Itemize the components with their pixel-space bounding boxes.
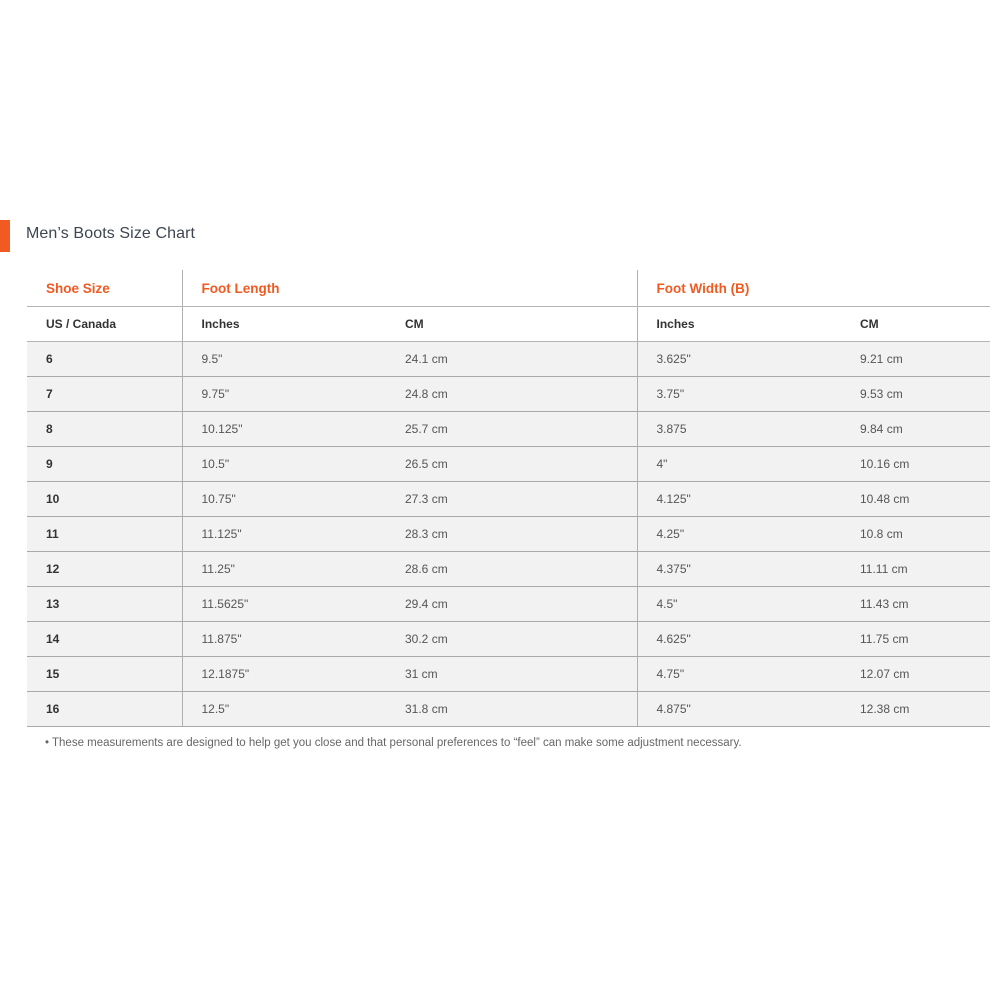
length-inches-cell: 12.1875" xyxy=(182,657,386,692)
length-inches-cell: 11.125" xyxy=(182,517,386,552)
length-inches-cell: 9.5" xyxy=(182,342,386,377)
length-cm-cell: 24.8 cm xyxy=(386,377,637,412)
width-cm-cell: 10.48 cm xyxy=(841,482,990,517)
length-cm-cell: 26.5 cm xyxy=(386,447,637,482)
size-cell: 12 xyxy=(27,552,182,587)
table-row xyxy=(27,692,990,727)
width-cm-cell: 9.21 cm xyxy=(841,342,990,377)
table-row xyxy=(27,377,990,412)
width-inches-cell: 4" xyxy=(637,447,841,482)
foot-width-header: Foot Width (B) xyxy=(637,270,841,307)
length-cm-cell: 24.1 cm xyxy=(386,342,637,377)
size-cell: 16 xyxy=(27,692,182,727)
size-cell: 11 xyxy=(27,517,182,552)
foot-length-header: Foot Length xyxy=(182,270,386,307)
width-cm-cell: 10.8 cm xyxy=(841,517,990,552)
length-cm-header: CM xyxy=(386,307,637,342)
width-cm-cell: 10.16 cm xyxy=(841,447,990,482)
width-inches-cell: 4.125" xyxy=(637,482,841,517)
length-cm-cell: 28.3 cm xyxy=(386,517,637,552)
length-inches-cell: 11.25" xyxy=(182,552,386,587)
length-inches-header: Inches xyxy=(182,307,386,342)
width-inches-cell: 3.875 xyxy=(637,412,841,447)
width-cm-cell: 9.84 cm xyxy=(841,412,990,447)
size-cell: 8 xyxy=(27,412,182,447)
shoe-size-header: Shoe Size xyxy=(27,270,182,307)
length-cm-cell: 29.4 cm xyxy=(386,587,637,622)
width-inches-cell: 4.625" xyxy=(637,622,841,657)
length-inches-cell: 10.75" xyxy=(182,482,386,517)
width-inches-cell: 3.625" xyxy=(637,342,841,377)
width-inches-cell: 4.875" xyxy=(637,692,841,727)
length-cm-cell: 28.6 cm xyxy=(386,552,637,587)
table-row xyxy=(27,482,990,517)
width-cm-cell: 12.38 cm xyxy=(841,692,990,727)
length-cm-cell: 31.8 cm xyxy=(386,692,637,727)
length-cm-cell: 31 cm xyxy=(386,657,637,692)
sub-header-row xyxy=(27,307,990,342)
width-cm-header: CM xyxy=(841,307,990,342)
table-row xyxy=(27,587,990,622)
width-inches-cell: 4.375" xyxy=(637,552,841,587)
width-cm-cell: 11.43 cm xyxy=(841,587,990,622)
table-row xyxy=(27,447,990,482)
length-inches-cell: 10.5" xyxy=(182,447,386,482)
length-cm-cell: 30.2 cm xyxy=(386,622,637,657)
width-inches-cell: 4.5" xyxy=(637,587,841,622)
foot-width-header-spacer xyxy=(841,270,990,307)
table-row xyxy=(27,342,990,377)
table-row xyxy=(27,552,990,587)
size-cell: 6 xyxy=(27,342,182,377)
foot-length-header-spacer xyxy=(386,270,637,307)
length-inches-cell: 12.5" xyxy=(182,692,386,727)
length-inches-cell: 10.125" xyxy=(182,412,386,447)
width-inches-cell: 4.25" xyxy=(637,517,841,552)
size-cell: 14 xyxy=(27,622,182,657)
group-header-row xyxy=(27,270,990,307)
width-inches-cell: 3.75" xyxy=(637,377,841,412)
size-cell: 13 xyxy=(27,587,182,622)
width-cm-cell: 11.75 cm xyxy=(841,622,990,657)
length-inches-cell: 11.875" xyxy=(182,622,386,657)
length-inches-cell: 11.5625" xyxy=(182,587,386,622)
size-rows xyxy=(27,342,990,727)
length-cm-cell: 25.7 cm xyxy=(386,412,637,447)
table-row xyxy=(27,622,990,657)
table-row xyxy=(27,657,990,692)
width-cm-cell: 12.07 cm xyxy=(841,657,990,692)
size-chart-table xyxy=(27,270,990,727)
length-inches-cell: 9.75" xyxy=(182,377,386,412)
size-cell: 7 xyxy=(27,377,182,412)
width-inches-header: Inches xyxy=(637,307,841,342)
page-title: Men’s Boots Size Chart xyxy=(26,225,196,242)
size-system-header: US / Canada xyxy=(27,307,182,342)
length-cm-cell: 27.3 cm xyxy=(386,482,637,517)
width-inches-cell: 4.75" xyxy=(637,657,841,692)
size-cell: 9 xyxy=(27,447,182,482)
table-row xyxy=(27,412,990,447)
size-cell: 10 xyxy=(27,482,182,517)
width-cm-cell: 11.11 cm xyxy=(841,552,990,587)
title-accent-bar xyxy=(0,220,10,252)
width-cm-cell: 9.53 cm xyxy=(841,377,990,412)
table-row xyxy=(27,517,990,552)
size-cell: 15 xyxy=(27,657,182,692)
footnote: • These measurements are designed to help get you close and that personal preferences to “feel” can make some adjustment necessary. xyxy=(45,737,742,749)
